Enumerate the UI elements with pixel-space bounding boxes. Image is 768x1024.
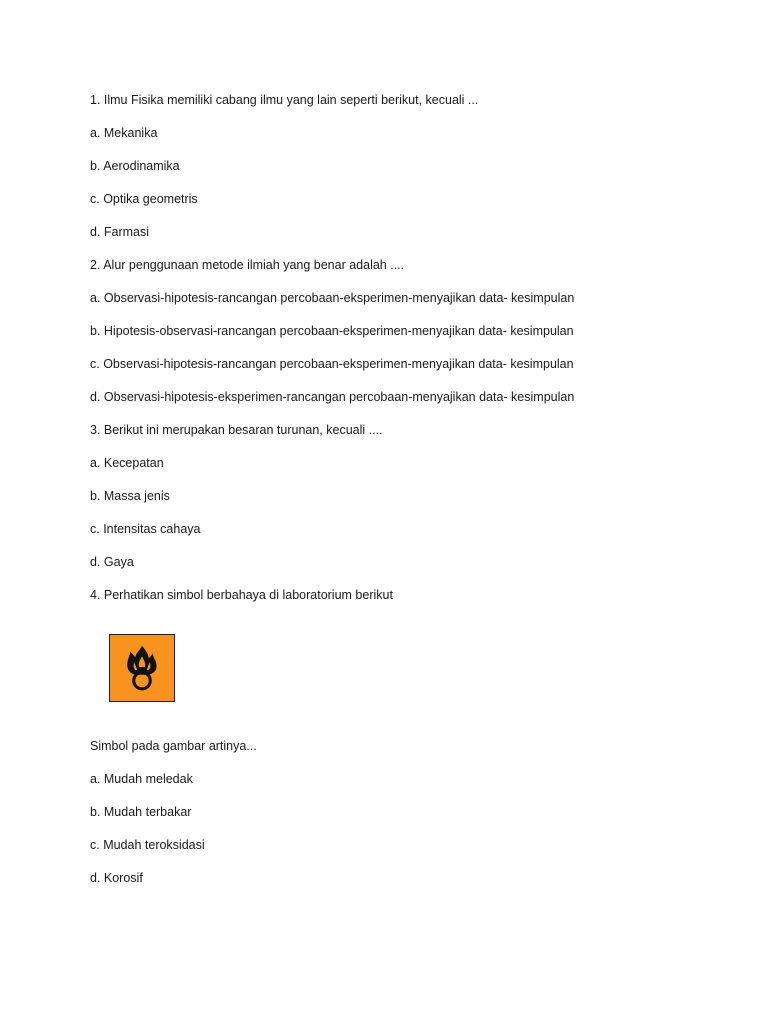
question-4-option-a: a. Mudah meledak (90, 772, 193, 786)
question-4-text: 4. Perhatikan simbol berbahaya di laboratorium berikut (90, 588, 393, 602)
question-4-prompt: Simbol pada gambar artinya... (90, 739, 257, 753)
question-1-option-c: c. Optika geometris (90, 192, 198, 206)
question-4-option-b: b. Mudah terbakar (90, 805, 192, 819)
question-3-option-d: d. Gaya (90, 555, 134, 569)
question-4-option-c: c. Mudah teroksidasi (90, 838, 205, 852)
question-2-option-d: d. Observasi-hipotesis-eksperimen-rancangan percobaan-menyajikan data- kesimpulan (90, 390, 575, 404)
question-2-option-c: c. Observasi-hipotesis-rancangan percobaan-eksperimen-menyajikan data- kesimpulan (90, 357, 574, 371)
question-1-option-d: d. Farmasi (90, 225, 150, 239)
question-3-text: 3. Berikut ini merupakan besaran turunan, kecuali .... (90, 423, 383, 437)
question-2-option-b: b. Hipotesis-observasi-rancangan percobaan-eksperimen-menyajikan data- kesimpulan (90, 324, 574, 338)
hazard-symbol-figure (90, 634, 730, 702)
question-2-option-a: a. Observasi-hipotesis-rancangan percobaan-eksperimen-menyajikan data- kesimpulan (90, 291, 575, 305)
question-3-option-b: b. Massa jenis (90, 489, 170, 503)
question-3-option-a: a. Kecepatan (90, 456, 164, 470)
document-page (90, 92, 730, 903)
question-3-option-c: c. Intensitas cahaya (90, 522, 201, 536)
question-2-text: 2. Alur penggunaan metode ilmiah yang benar adalah .... (90, 258, 405, 272)
question-4-option-d: d. Korosif (90, 871, 143, 885)
oxidizing-flame-over-circle-icon (109, 634, 175, 702)
question-1-option-a: a. Mekanika (90, 126, 158, 140)
question-1-option-b: b. Aerodinamika (90, 159, 180, 173)
question-1-text: 1. Ilmu Fisika memiliki cabang ilmu yang lain seperti berikut, kecuali ... (90, 93, 479, 107)
